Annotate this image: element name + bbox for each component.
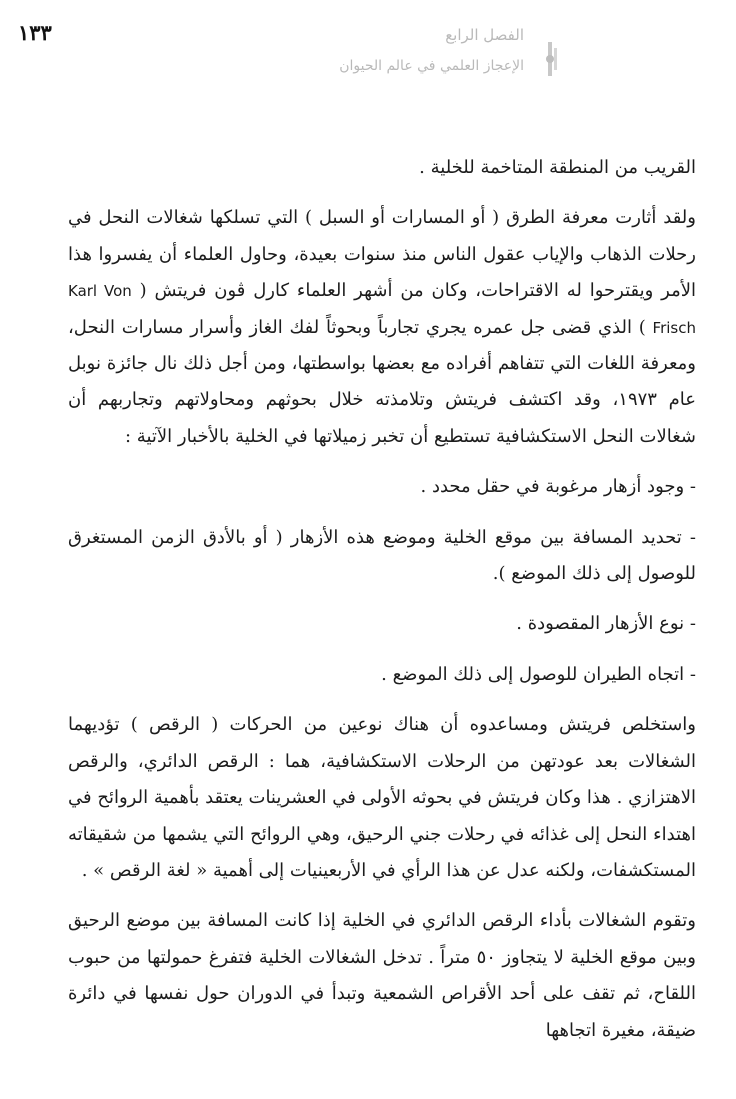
paragraph-text: ) الذي قضى جل عمره يجري تجارباً وبحوثاً لفك الغاز وأسرار مسارات النحل، ومعرفة اللغات التي تتفاهم أفراده مع بعضها بواسطتها، ومن أجل ذلك نال جائزة نوبل عام ١٩٧٣، وقد اكتشف فريتش وتلامذته خلال بحوثهم ومحاولاتهم وتجاربهم أن شغالات النحل الاستكشافية تستطيع أن تخبر زميلاتها في الخلية بالأخبار الآتية : — [68, 316, 696, 447]
list-item: - وجود أزهار مرغوبة في حقل محدد . — [420, 476, 696, 498]
list-item: - نوع الأزهار المقصودة . — [516, 613, 696, 635]
running-header — [264, 24, 524, 76]
paragraph-text: ولقد أثارت معرفة الطرق ( أو المسارات أو السبل ) التي تسلكها شغالات النحل في رحلات الذهاب والإياب عقول الناس منذ سنوات بعيدة، وحاول العلماء أن يفسروا هذا الأمر ويقترحوا له الاقتراحات، وكان من أشهر العلماء كارل ڤون فريتش ( — [68, 207, 696, 302]
paragraph: واستخلص فريتش ومساعدوه أن هناك نوعين من الحركات ( الرقص ) تؤديهما الشغالات بعد عودتهن من الرحلات الاستكشافية، هما : الرقص الدائري، والرقص الاهتزازي . هذا وكان فريتش في بحوثه الأولى في العشرينات يعتقد بأهمية الروائح في اهتداء النحل إلى غذائه في رحلات جني الرحيق، وهي الروائح التي يشمها من شقيقاته المستكشفات، ولكنه عدل عن هذا الرأي في الأربعينيات إلى أهمية « لغة الرقص » . — [68, 714, 696, 881]
ornament-icon — [544, 42, 560, 76]
paragraph: القريب من المنطقة المتاخمة للخلية . — [419, 157, 696, 178]
paragraph: وتقوم الشغالات بأداء الرقص الدائري في الخلية إذا كانت المسافة بين موضع الرحيق وبين موقع الخلية لا يتجاوز ٥٠ متراً . تدخل الشغالات الخلية فتفرغ حمولتها من حبوب اللقاح، ثم تقف على أحد الأقراص الشمعية وتبدأ في الدوران حول نفسها في دائرة ضيقة، مغيرة اتجاهها — [68, 910, 696, 1041]
body-text — [68, 150, 696, 1049]
book-title: الإعجاز العلمي في عالم الحيوان — [339, 58, 524, 74]
page-number: ١٣٣ — [18, 20, 52, 45]
latin-name: Karl Von Frisch — [68, 282, 696, 337]
list-item: - اتجاه الطيران للوصول إلى ذلك الموضع . — [381, 663, 696, 685]
paragraph — [68, 200, 696, 455]
chapter-title: الفصل الرابع — [445, 26, 524, 44]
list-item: - تحديد المسافة بين موقع الخلية وموضع هذه الأزهار ( أو بالأدق الزمن المستغرق للوصول إلى ذلك الموضع ). — [68, 526, 696, 585]
